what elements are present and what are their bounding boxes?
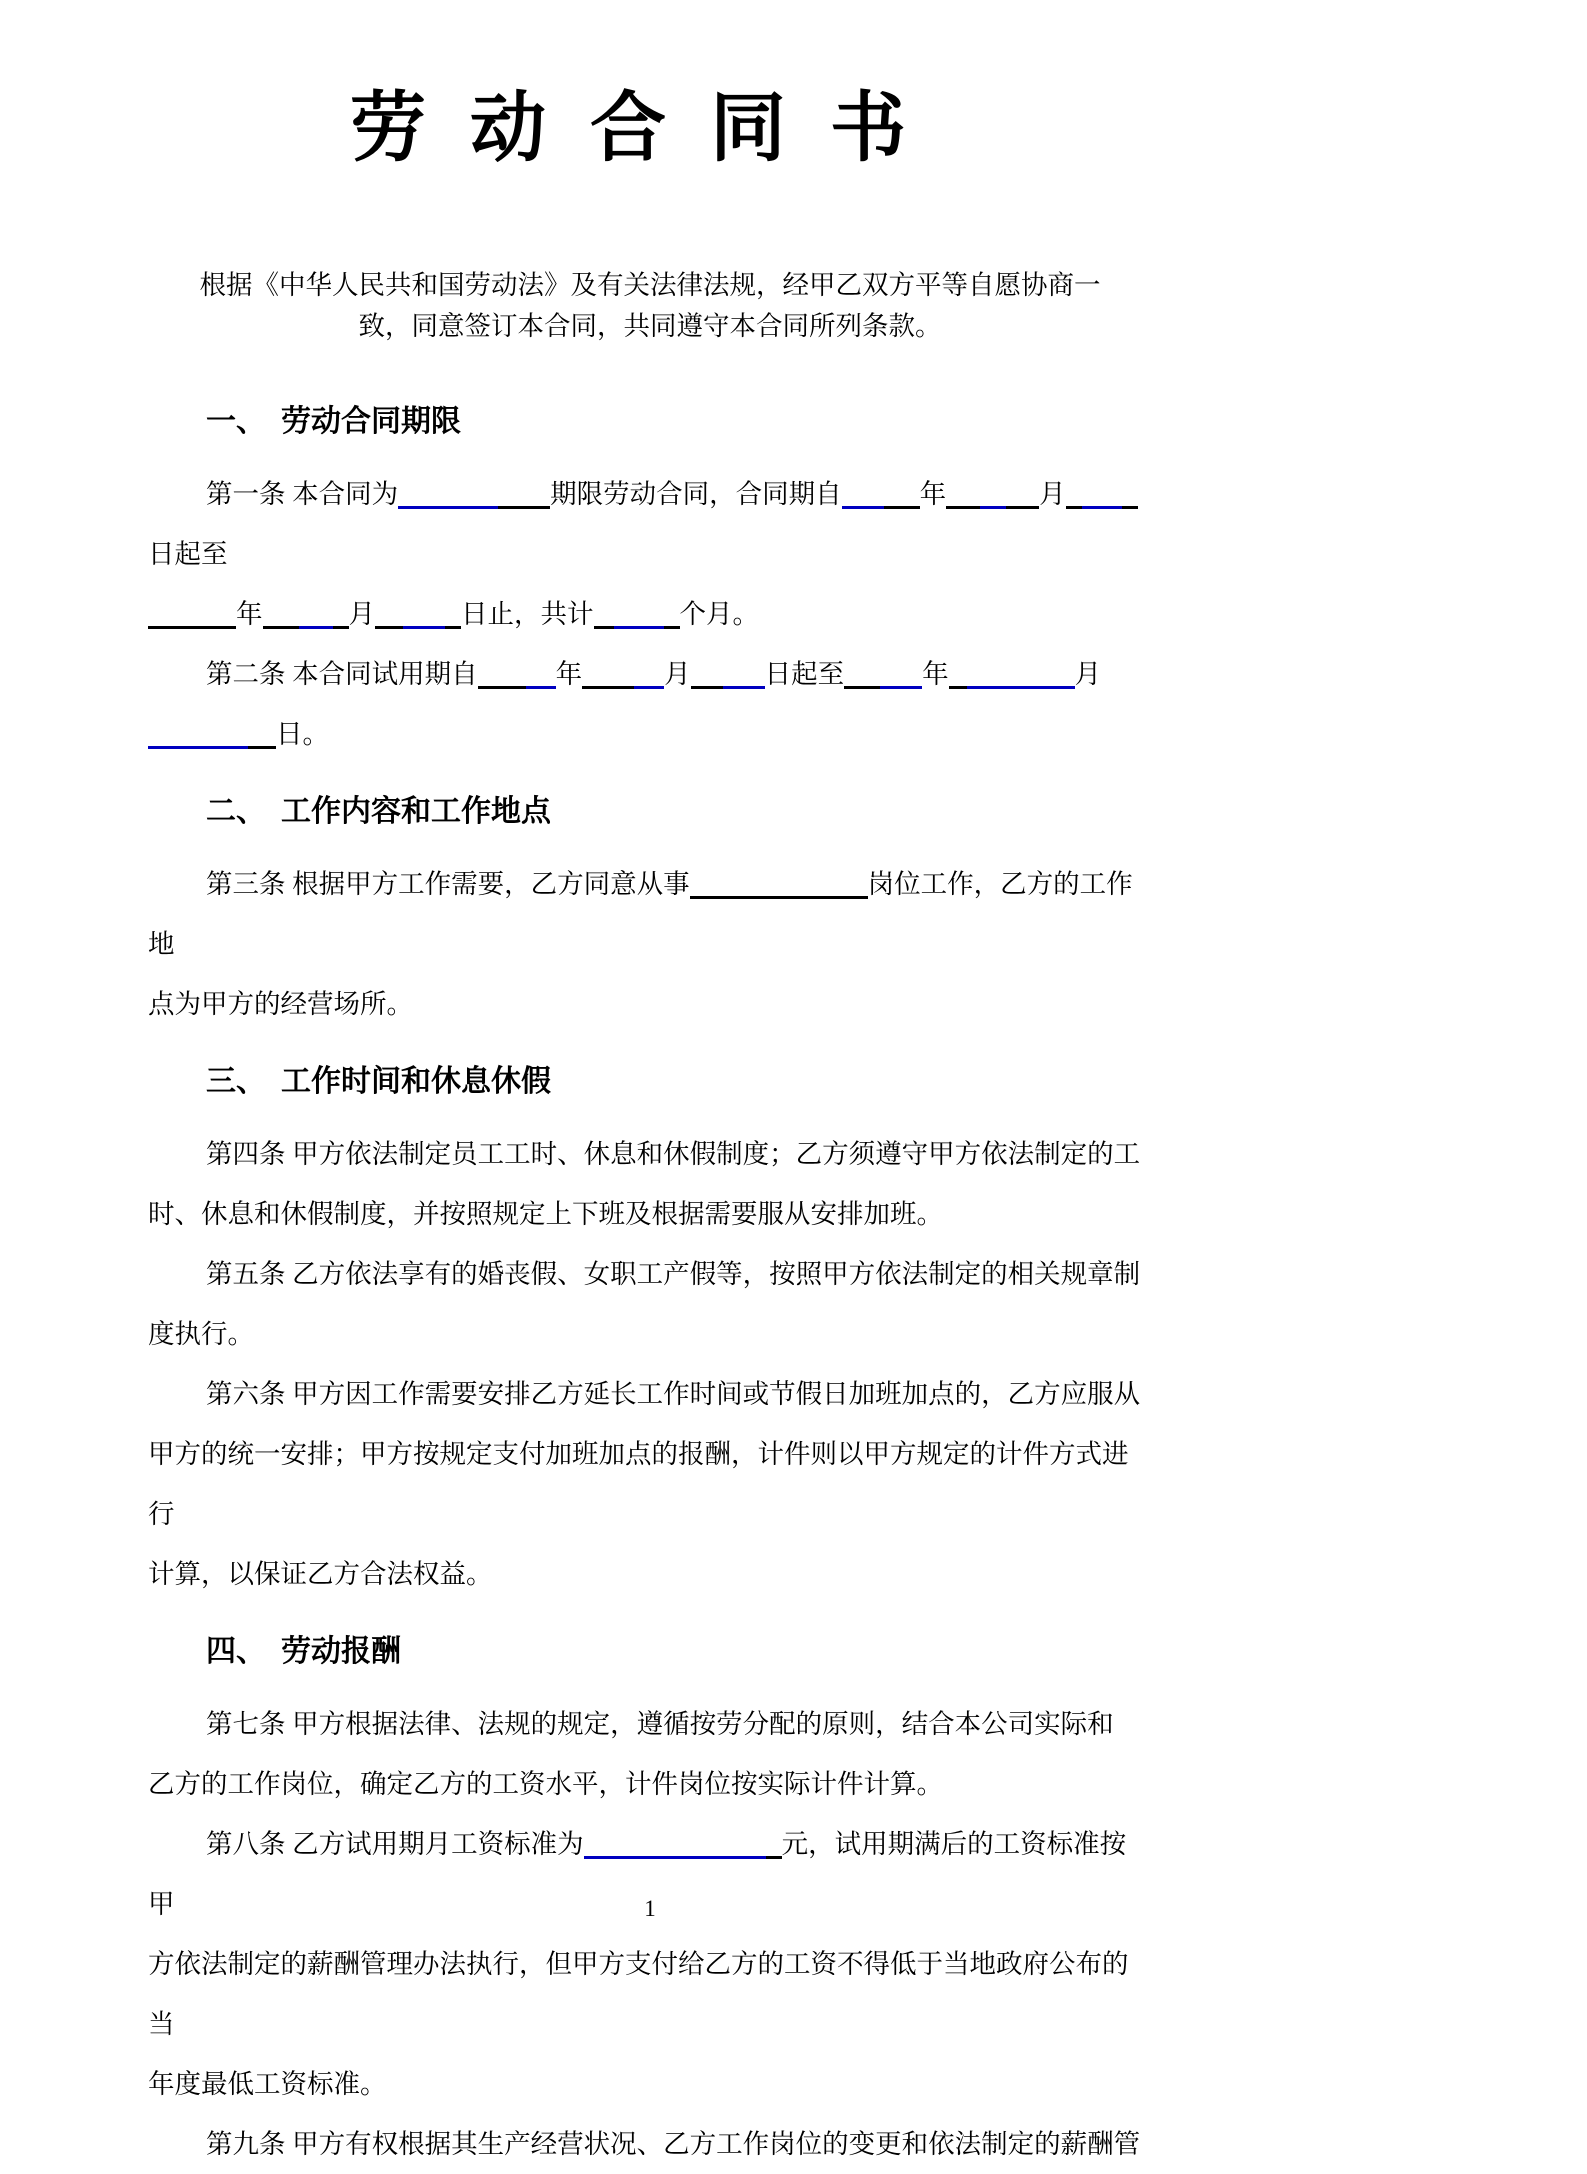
paragraph-text: 第七条 甲方根据法律、法规的规定，遵循按劳分配的原则，结合本公司实际和	[206, 1709, 1114, 1739]
blank-underline-segment	[884, 482, 920, 509]
blank-underline-segment	[844, 662, 880, 689]
section-1-paragraph-2-line-1	[148, 644, 1152, 764]
page-number: 1	[644, 1896, 656, 1921]
section-heading-2: 二、 工作内容和工作地点	[206, 795, 551, 828]
paragraph-text: 日起至	[148, 539, 228, 569]
blank-underline-segment	[445, 602, 461, 629]
section-4-paragraph-1-line-1	[148, 1694, 1152, 1754]
paragraph-text: 月	[1074, 659, 1102, 689]
intro-line-2: 致，同意签订本合同，共同遵守本合同所列条款。	[358, 311, 942, 341]
paragraph-text: 点为甲方的经营场所。	[148, 989, 413, 1019]
paragraph-text: 第九条 甲方有权根据其生产经营状况、乙方工作岗位的变更和依法制定的薪酬管	[206, 2129, 1141, 2159]
blank-underline-segment	[949, 662, 967, 689]
fill-in-blank	[398, 479, 550, 509]
fill-in-blank	[691, 659, 765, 689]
blank-underline-segment	[614, 602, 664, 629]
section-3-paragraph-3-line-2	[148, 1424, 1152, 1544]
contract-content	[148, 0, 1152, 2174]
paragraph-text: 年	[555, 659, 583, 689]
paragraph-text: 计算，以保证乙方合法权益。	[148, 1559, 493, 1589]
section-4-paragraph-2-line-2	[148, 1934, 1152, 2054]
paragraph-text: 第八条 乙方试用期月工资标准为	[206, 1829, 584, 1859]
fill-in-blank	[949, 659, 1075, 689]
paragraph-text: 日起至	[764, 659, 845, 689]
fill-in-blank	[1066, 479, 1138, 509]
blank-underline-segment	[766, 1832, 782, 1859]
paragraph-text: 月	[664, 659, 691, 689]
blank-underline-segment	[690, 872, 868, 899]
paragraph-text: 年	[922, 659, 949, 689]
blank-underline-segment	[526, 662, 556, 689]
paragraph-text: 元，试用期满后的工资标准按甲	[148, 1829, 1127, 1919]
blank-underline-segment	[880, 662, 922, 689]
paragraph-text: 年	[919, 479, 947, 509]
fill-in-blank	[844, 659, 922, 689]
blank-underline-segment	[248, 722, 276, 749]
fill-in-blank	[946, 479, 1039, 509]
paragraph-text: 第四条 甲方依法制定员工工时、休息和休假制度；乙方须遵守甲方依法制定的工	[206, 1139, 1141, 1169]
blank-underline-segment	[582, 662, 634, 689]
paragraph-text: 年度最低工资标准。	[148, 2069, 387, 2099]
paragraph-text: 第二条 本合同试用期自	[206, 659, 478, 689]
paragraph-text: 时、休息和休假制度，并按照规定上下班及根据需要服从安排加班。	[148, 1199, 943, 1229]
section-3-paragraph-1-line-1	[148, 1124, 1152, 1184]
fill-in-blank	[584, 1829, 782, 1859]
intro-paragraph	[148, 265, 1152, 347]
fill-in-blank	[690, 869, 868, 899]
blank-underline-segment	[375, 602, 403, 629]
fill-in-blank	[842, 479, 920, 509]
section-3-paragraph-3-line-1	[148, 1364, 1152, 1424]
blank-underline-segment	[403, 602, 445, 629]
blank-underline-segment	[842, 482, 884, 509]
fill-in-blank	[594, 599, 680, 629]
blank-underline-segment	[398, 482, 498, 509]
paragraph-text: 方依法制定的薪酬管理办法执行，但甲方支付给乙方的工资不得低于当地政府公布的当	[148, 1949, 1129, 2039]
paragraph-text: 第六条 甲方因工作需要安排乙方延长工作时间或节假日加班加点的，乙方应服从	[206, 1379, 1141, 1409]
section-4-paragraph-1-line-2	[148, 1754, 1152, 1814]
blank-underline-segment	[148, 722, 248, 749]
fill-in-blank	[263, 599, 349, 629]
paragraph-text: 岗位工作，乙方的工作地	[148, 869, 1133, 959]
blank-underline-segment	[498, 482, 550, 509]
paragraph-text: 月	[348, 599, 375, 629]
blank-underline-segment	[1006, 482, 1039, 509]
paragraph-text: 日。	[276, 719, 329, 749]
blank-underline-segment	[148, 602, 236, 629]
section-1-paragraph-1-line-2	[148, 584, 1152, 644]
paragraph-text: 日止，共计	[461, 599, 594, 629]
section-2-paragraph-1-line-1	[148, 854, 1152, 974]
blank-underline-segment	[967, 662, 1075, 689]
blank-underline-segment	[594, 602, 614, 629]
section-4-paragraph-2-line-3	[148, 2054, 1152, 2114]
blank-underline-segment	[946, 482, 980, 509]
paragraph-text: 年	[236, 599, 263, 629]
paragraph-text: 乙方的工作岗位，确定乙方的工资水平，计件岗位按实际计件计算。	[148, 1769, 943, 1799]
blank-underline-segment	[478, 662, 526, 689]
blank-underline-segment	[634, 662, 664, 689]
section-heading-4: 四、 劳动报酬	[206, 1635, 401, 1668]
section-3-paragraph-2-line-2	[148, 1304, 1152, 1364]
blank-underline-segment	[691, 662, 723, 689]
blank-underline-segment	[664, 602, 680, 629]
section-4-paragraph-3-line-1	[148, 2114, 1152, 2174]
paragraph-text: 甲方的统一安排；甲方按规定支付加班加点的报酬，计件则以甲方规定的计件方式进行	[148, 1439, 1129, 1529]
section-3-paragraph-3-line-3	[148, 1544, 1152, 1604]
section-3-paragraph-2-line-1	[148, 1244, 1152, 1304]
paragraph-text: 度执行。	[148, 1319, 254, 1349]
blank-underline-segment	[333, 602, 349, 629]
section-3-paragraph-1-line-2	[148, 1184, 1152, 1244]
section-1-paragraph-1-line-1	[148, 464, 1152, 584]
fill-in-blank	[375, 599, 461, 629]
paragraph-text: 第五条 乙方依法享有的婚丧假、女职工产假等，按照甲方依法制定的相关规章制	[206, 1259, 1141, 1289]
section-heading-3: 三、 工作时间和休息休假	[206, 1065, 551, 1098]
fill-in-blank	[582, 659, 664, 689]
paragraph-text: 第一条 本合同为	[206, 479, 399, 509]
blank-underline-segment	[584, 1832, 766, 1859]
blank-underline-segment	[723, 662, 765, 689]
blank-underline-segment	[1066, 482, 1082, 509]
blank-underline-segment	[980, 482, 1006, 509]
blank-underline-segment	[1122, 482, 1138, 509]
paragraph-text: 第三条 根据甲方工作需要，乙方同意从事	[206, 869, 690, 899]
intro-line-1: 根据《中华人民共和国劳动法》及有关法律法规，经甲乙双方平等自愿协商一	[199, 270, 1101, 300]
paragraph-text: 期限劳动合同，合同期自	[550, 479, 842, 509]
blank-underline-segment	[263, 602, 299, 629]
document-title: 劳动合同书	[350, 87, 950, 171]
blank-underline-segment	[299, 602, 333, 629]
fill-in-blank	[478, 659, 556, 689]
paragraph-text: 月	[1039, 479, 1066, 509]
section-heading-1: 一、 劳动合同期限	[206, 405, 461, 438]
fill-in-blank	[148, 599, 236, 629]
section-2-paragraph-1-line-2	[148, 974, 1152, 1034]
fill-in-blank	[148, 719, 276, 749]
paragraph-text: 个月。	[679, 599, 759, 629]
blank-underline-segment	[1082, 482, 1122, 509]
